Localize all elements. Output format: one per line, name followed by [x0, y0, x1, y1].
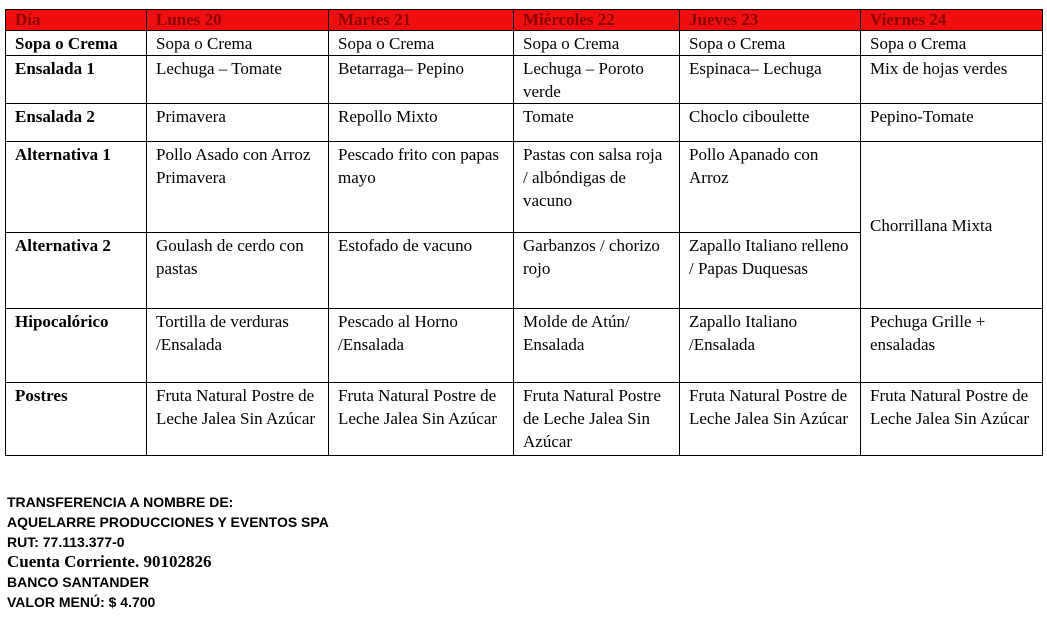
row-label: Ensalada 2: [6, 104, 147, 142]
table-row-sopa: [6, 31, 1043, 56]
table-cell: Betarraga– Pepino: [329, 56, 514, 104]
table-cell: Fruta Natural Postre de Leche Jalea Sin Azúcar: [680, 383, 861, 456]
table-cell: Fruta Natural Postre de Leche Jalea Sin Azúcar: [861, 383, 1043, 456]
bank-name: BANCO SANTANDER: [7, 574, 150, 590]
table-cell: Fruta Natural Postre de Leche Jalea Sin Azúcar: [147, 383, 329, 456]
table-cell: Choclo ciboulette: [680, 104, 861, 142]
menu-price: VALOR MENÚ: $ 4.700: [7, 594, 156, 610]
transfer-heading: TRANSFERENCIA A NOMBRE DE:: [7, 494, 234, 510]
header-wednesday: Miércoles 22: [514, 10, 680, 31]
row-label: Sopa o Crema: [6, 31, 147, 56]
header-row: [6, 10, 1043, 31]
table-cell: Garbanzos / chorizo rojo: [514, 233, 680, 309]
table-cell: Espinaca– Lechuga: [680, 56, 861, 104]
row-label: Ensalada 1: [6, 56, 147, 104]
header-friday: Viernes 24: [861, 10, 1043, 31]
rut-number: RUT: 77.113.377-0: [7, 534, 125, 550]
row-label: Postres: [6, 383, 147, 456]
table-row-alternativa-1: [6, 142, 1043, 233]
table-cell: Sopa o Crema: [514, 31, 680, 56]
table-cell: Repollo Mixto: [329, 104, 514, 142]
table-row-ensalada-1: [6, 56, 1043, 104]
table-row-postres: [6, 383, 1043, 456]
table-cell: Tomate: [514, 104, 680, 142]
table-cell: Primavera: [147, 104, 329, 142]
company-name: AQUELARRE PRODUCCIONES Y EVENTOS SPA: [7, 514, 329, 530]
row-label: Hipocalórico: [6, 309, 147, 383]
table-cell: Sopa o Crema: [147, 31, 329, 56]
table-cell: Pescado al Horno /Ensalada: [329, 309, 514, 383]
table-cell: Lechuga – Poroto verde: [514, 56, 680, 104]
account-number: Cuenta Corriente. 90102826: [7, 552, 212, 571]
table-cell: Estofado de vacuno: [329, 233, 514, 309]
table-cell: Pastas con salsa roja / albóndigas de vacuno: [514, 142, 680, 233]
row-label: Alternativa 2: [6, 233, 147, 309]
table-cell: Zapallo Italiano relleno / Papas Duquesas: [680, 233, 861, 309]
table-cell: Pechuga Grille + ensaladas: [861, 309, 1043, 383]
table-cell: Pepino-Tomate: [861, 104, 1043, 142]
table-cell: Tortilla de verduras /Ensalada: [147, 309, 329, 383]
header-monday: Lunes 20: [147, 10, 329, 31]
table-cell: Pollo Apanado con Arroz: [680, 142, 861, 233]
weekly-menu-table: [5, 9, 1043, 456]
table-cell-merged: Chorrillana Mixta: [861, 142, 1043, 309]
table-cell: Pescado frito con papas mayo: [329, 142, 514, 233]
header-thursday: Jueves 23: [680, 10, 861, 31]
table-cell: Mix de hojas verdes: [861, 56, 1043, 104]
row-label: Alternativa 1: [6, 142, 147, 233]
table-cell: Lechuga – Tomate: [147, 56, 329, 104]
table-cell: Pollo Asado con Arroz Primavera: [147, 142, 329, 233]
table-row-hipocalorico: [6, 309, 1043, 383]
table-cell: Goulash de cerdo con pastas: [147, 233, 329, 309]
table-row-ensalada-2: [6, 104, 1043, 142]
table-cell: Sopa o Crema: [861, 31, 1043, 56]
table-cell: Fruta Natural Postre de Leche Jalea Sin Azúcar: [329, 383, 514, 456]
table-cell: Molde de Atún/ Ensalada: [514, 309, 680, 383]
table-cell: Fruta Natural Postre de Leche Jalea Sin Azúcar: [514, 383, 680, 456]
table-cell: Sopa o Crema: [329, 31, 514, 56]
table-cell: Sopa o Crema: [680, 31, 861, 56]
header-tuesday: Martes 21: [329, 10, 514, 31]
header-day: Día: [6, 10, 147, 31]
payment-info: [7, 492, 329, 612]
table-cell: Zapallo Italiano /Ensalada: [680, 309, 861, 383]
